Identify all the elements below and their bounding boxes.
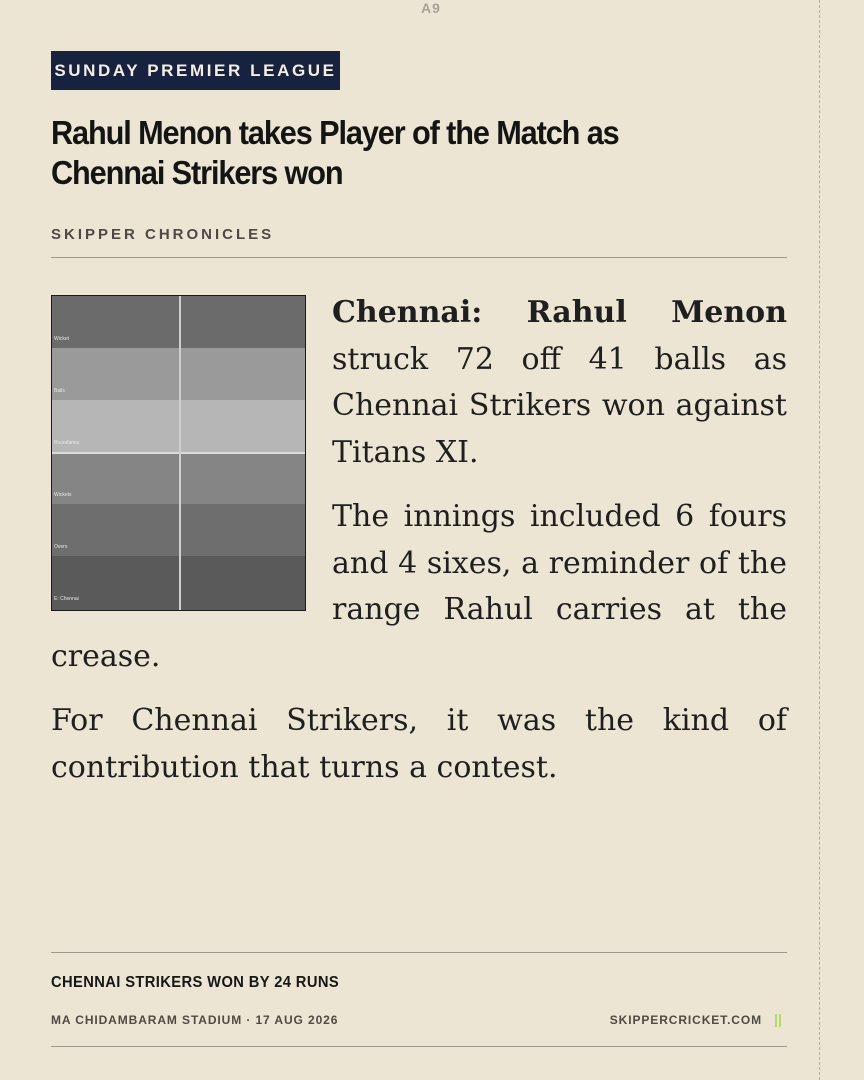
venue-date: MA CHIDAMBARAM STADIUM · 17 AUG 2026 (51, 1013, 339, 1027)
figure-band-label: Overs (54, 544, 68, 550)
article-figure (51, 295, 306, 611)
article-headline: Rahul Menon takes Player of the Match as Chennai Strikers won (51, 114, 619, 191)
figure-band-label: Balls (54, 388, 65, 394)
figure-band-label: Wickets (54, 492, 72, 498)
match-result: CHENNAI STRIKERS WON BY 24 RUNS (51, 974, 340, 991)
byline-divider (51, 257, 787, 258)
page-edge-divider (819, 0, 820, 1080)
section-kicker: SUNDAY PREMIER LEAGUE (51, 51, 340, 90)
figure-band-label: Boundaries (54, 440, 80, 446)
lede-text: struck 72 off 41 balls as Chennai Strikers won against Titans XI. (332, 341, 787, 470)
figure-band-label: E: Chennai (54, 596, 79, 602)
figure-band-label: Wicket (54, 336, 69, 342)
body-paragraph-3: For Chennai Strikers, it was the kind of contribution that turns a contest. (51, 703, 787, 785)
body-paragraph-2: The innings included 6 fours and 4 sixes, a reminder of the range Rahul carries at the crease. (51, 499, 787, 674)
figure-gridline (179, 296, 181, 610)
article-body (51, 290, 787, 809)
page-number: A9 (421, 0, 441, 16)
article-byline: SKIPPER CHRONICLES (51, 226, 275, 243)
accent-marker (775, 1014, 781, 1027)
footer-top-divider (51, 952, 787, 953)
site-link[interactable]: SKIPPERCRICKET.COM (609, 1013, 762, 1027)
lede-dateline: Chennai: Rahul Menon (332, 295, 787, 330)
footer-bottom-divider (51, 1046, 787, 1047)
